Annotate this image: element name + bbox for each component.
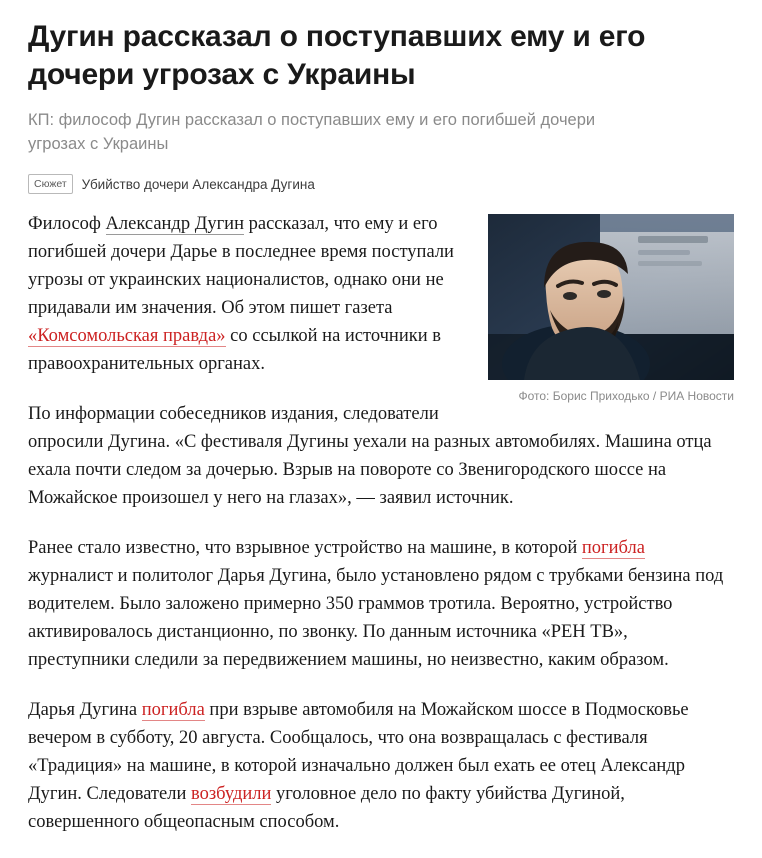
paragraph-4-text-3: уголовное дело по факту убийства Дугиной, совершенного общеопасным способом. (28, 784, 625, 832)
topic-row (28, 174, 734, 194)
article-body (28, 210, 734, 858)
paragraph-1-text-3: со ссылкой на источники в правоохранительных органах. (28, 326, 441, 374)
topic-link[interactable]: Убийство дочери Александра Дугина (81, 176, 315, 192)
page-title: Дугин рассказал о поступавших ему и его дочери угрозах с Украины (28, 20, 646, 91)
paragraph-1-text-1: Философ (28, 214, 106, 234)
person-link-dugin[interactable]: Александр Дугин (105, 214, 244, 234)
article-subtitle: КП: философ Дугин рассказал о поступавших ему и его погибшей дочери угрозах с Украины (28, 111, 596, 153)
article-photo (488, 214, 734, 380)
paragraph-1-text-2: рассказал, что ему и его погибшей дочери Дарье в последнее время поступали угрозы от украинских националистов, однако они не придавали им значения. Об этом пишет газета (28, 214, 454, 318)
inline-link-vozbudili[interactable]: возбудили (191, 784, 272, 804)
paragraph-3-text-1: Ранее стало известно, что взрывное устройство на машине, в которой (28, 538, 582, 558)
article-figure (488, 214, 734, 404)
paragraph-4 (28, 696, 734, 836)
paragraph-4-text-1: Дарья Дугина (28, 700, 142, 720)
paragraph-3-text-2: журналист и политолог Дарья Дугина, было установлено рядом с трубками бензина под водителем. Было заложено примерно 350 граммов тротила. Вероятно, устройство активировалось дистанционно, по звонку. По данным источника «РЕН ТВ», преступники следили за передвижением машины, но неизвестно, каким образом. (28, 566, 724, 670)
photo-caption: Фото: Борис Приходько / РИА Новости (518, 389, 734, 403)
source-link-kp[interactable]: «Комсомольская правда» (28, 326, 226, 346)
inline-link-pogibla-2[interactable]: погибла (141, 700, 205, 720)
paragraph-2 (28, 400, 734, 512)
status-badge: Сюжет (28, 174, 73, 194)
inline-link-pogibla-1[interactable]: погибла (581, 538, 645, 558)
paragraph-3 (28, 534, 734, 674)
paragraph-4-text-2: при взрыве автомобиля на Можайском шоссе в Подмосковье вечером в субботу, 20 августа. Сообщалось, что она возвращалась с фестиваля «Традиция» на машине, в которой изначально должен был ехать ее отец Александр Дугин. Следователи (28, 700, 689, 804)
paragraph-2-text-1: По информации собеседников издания, следователи опросили Дугина. «С фестиваля Дугины уехали на разных автомобилях. Машина отца ехала почти следом за дочерью. Взрыв на повороте со Звенигородского шоссе на Можайское произошел у него на глазах», — заявил источник. (28, 404, 712, 508)
